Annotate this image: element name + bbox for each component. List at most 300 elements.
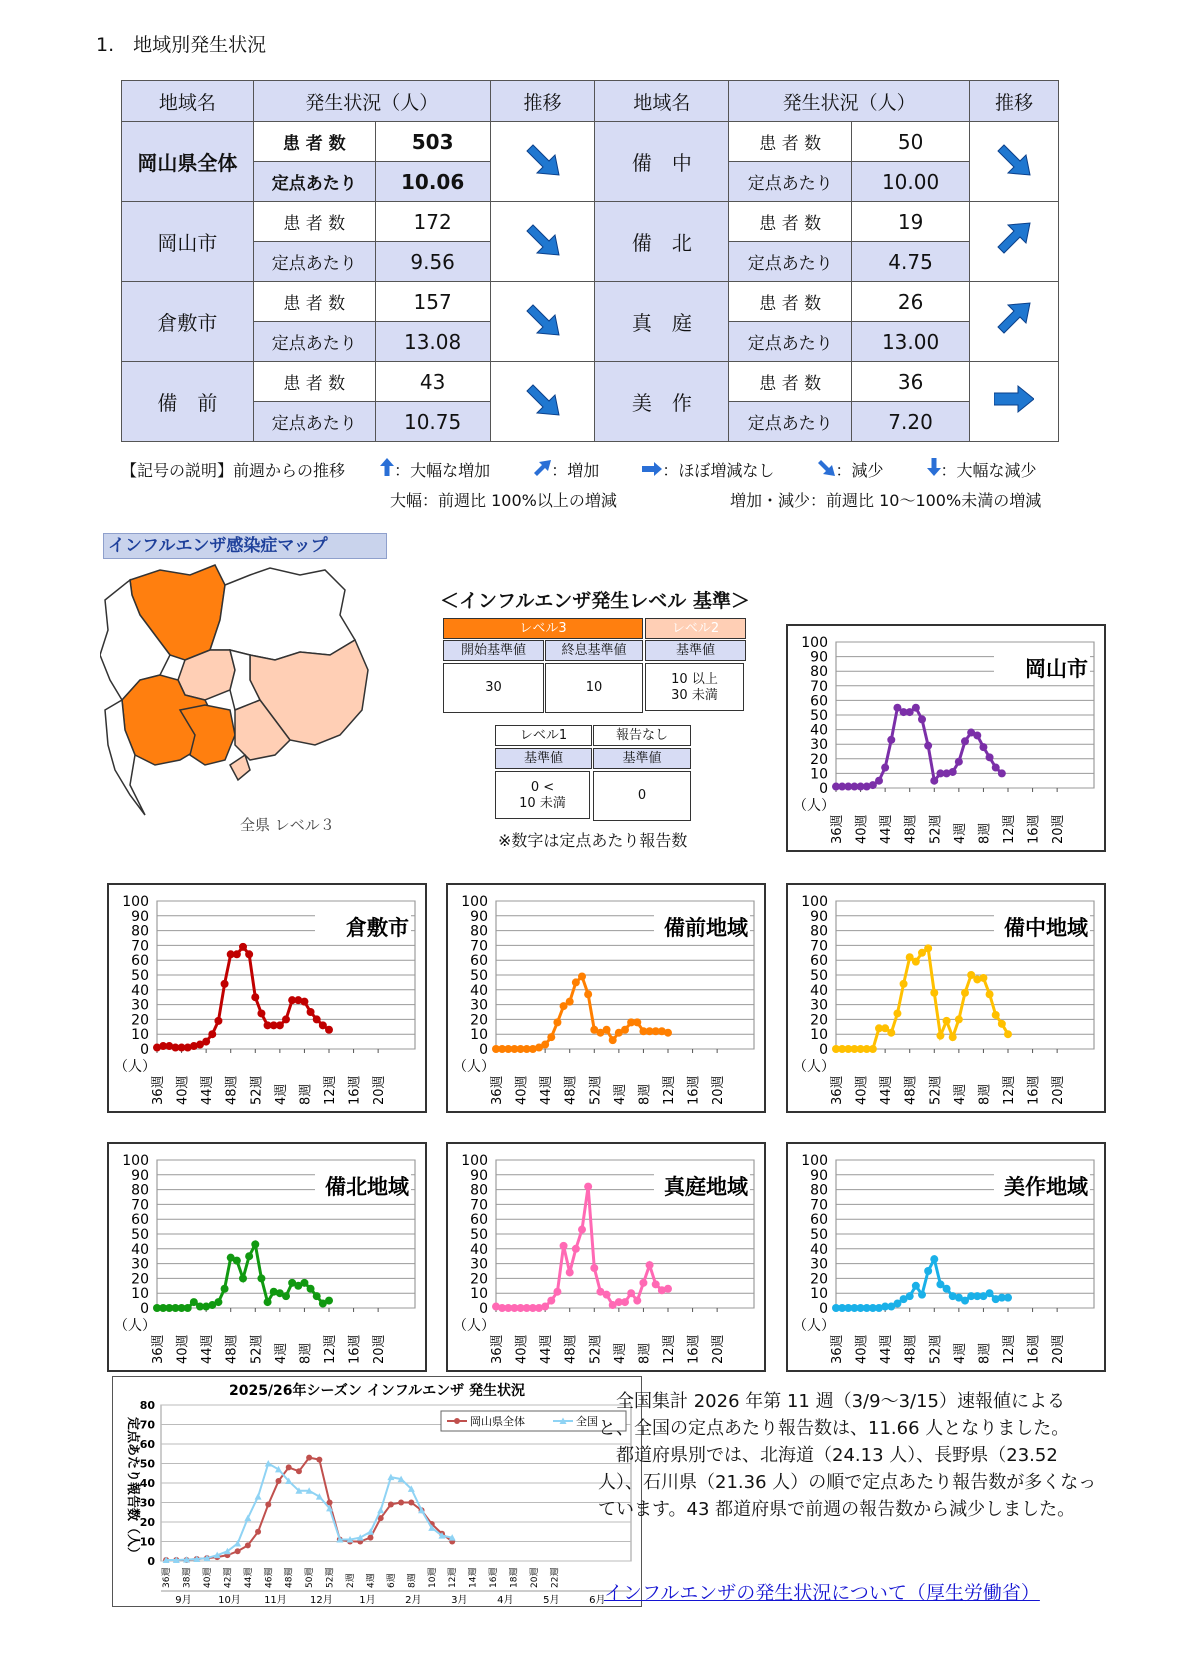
data-point — [621, 1298, 629, 1306]
y-tick-label: 40 — [131, 1241, 149, 1258]
x-tick-label: 12週 — [1002, 814, 1017, 844]
month-label: 10月 — [218, 1595, 241, 1606]
x-tick-label: 4週 — [612, 1342, 628, 1364]
x-tick-label: 36週 — [490, 1334, 505, 1364]
legend-marker — [454, 1418, 460, 1424]
region-chart-svg — [788, 626, 1104, 850]
month-label: 2月 — [405, 1595, 422, 1606]
data-point — [633, 1297, 641, 1305]
y-tick-label: 0 — [479, 1042, 488, 1058]
legend-note-small: 増加・減少：前週比 10～100%未満の増減 — [730, 491, 1042, 510]
count-label: 患 者 数 — [253, 122, 375, 162]
count-value: 26 — [852, 282, 970, 322]
count-label: 患 者 数 — [253, 202, 375, 242]
data-point — [547, 1033, 555, 1041]
y-tick-label: 90 — [810, 908, 828, 925]
season-chart — [113, 1377, 641, 1606]
x-tick-label: 8週 — [298, 1342, 314, 1364]
x-tick-label: 12週 — [448, 1567, 459, 1588]
count-value: 19 — [852, 202, 970, 242]
arrow-down-icon — [817, 460, 835, 476]
per-label: 定点あたり — [253, 402, 375, 442]
level1-value: 0 < 10 未満 — [495, 771, 590, 819]
y-tick-label: 10 — [810, 1027, 828, 1044]
x-tick-label: 50週 — [305, 1567, 316, 1588]
per-value: 4.75 — [852, 242, 970, 282]
arrow-flat-icon — [642, 462, 662, 476]
y-tick-label: 40 — [470, 982, 488, 999]
data-point — [257, 1009, 265, 1017]
x-tick-label: 36週 — [830, 1334, 845, 1364]
y-tick-label: 20 — [131, 1271, 149, 1288]
x-tick-label: 4週 — [366, 1573, 377, 1588]
data-point — [572, 1245, 580, 1253]
y-tick-label: 20 — [139, 1516, 155, 1529]
region-name: 備 中 — [595, 122, 729, 202]
x-tick-label: 36週 — [151, 1075, 166, 1105]
y-tick-label: 10 — [470, 1027, 488, 1044]
data-point — [639, 1279, 647, 1287]
data-point — [961, 989, 969, 997]
y-tick-label: 100 — [801, 894, 828, 910]
data-point — [973, 731, 981, 739]
data-point — [408, 1500, 414, 1506]
data-point — [233, 1257, 241, 1265]
data-point — [992, 764, 1000, 772]
x-tick-label: 16週 — [347, 1334, 363, 1364]
y-tick-label: 40 — [810, 1241, 828, 1258]
y-tick-label: 90 — [470, 1167, 488, 1184]
data-point — [367, 1535, 373, 1541]
x-tick-label: 46週 — [264, 1567, 275, 1588]
x-tick-label: 40週 — [202, 1567, 213, 1588]
national-summary — [598, 1388, 1098, 1523]
y-tick-label: 70 — [810, 1197, 828, 1214]
data-point — [578, 972, 586, 980]
y-tick-label: 10 — [139, 1535, 155, 1549]
y-tick-label: 80 — [810, 923, 828, 940]
data-point — [875, 777, 883, 785]
data-point — [900, 980, 908, 988]
data-point — [282, 1292, 290, 1300]
x-tick-label: 44週 — [539, 1075, 555, 1105]
x-tick-label: 52週 — [928, 814, 944, 844]
unit-label: （人） — [453, 1059, 495, 1075]
y-tick-label: 100 — [461, 894, 488, 910]
data-point — [566, 998, 574, 1006]
x-tick-label: 8週 — [637, 1083, 653, 1105]
season-chart-title: 2025/26年シーズン インフルエンザ 発生状況 — [228, 1383, 526, 1399]
header-trend: 推移 — [490, 81, 595, 122]
per-value: 13.08 — [375, 322, 490, 362]
data-point — [986, 1289, 994, 1297]
data-point — [893, 1009, 901, 1017]
y-tick-label: 50 — [810, 968, 828, 984]
x-tick-label: 48週 — [903, 1334, 919, 1364]
chart-title: 岡山市 — [1025, 657, 1088, 681]
count-value: 50 — [852, 122, 970, 162]
data-point — [239, 1274, 247, 1282]
x-tick-label: 36週 — [830, 1075, 845, 1105]
x-tick-label: 44週 — [539, 1334, 555, 1364]
table-row — [122, 282, 1059, 322]
x-tick-label: 52週 — [588, 1334, 604, 1364]
y-tick-label: 0 — [819, 781, 828, 797]
chart-title: 備北地域 — [325, 1175, 409, 1199]
unit-label: （人） — [114, 1318, 156, 1334]
data-point — [388, 1501, 394, 1507]
season-y-label: 定点あたり報告数（人） — [125, 1417, 140, 1561]
data-point — [553, 1018, 561, 1026]
data-point — [918, 715, 926, 723]
x-tick-label: 12週 — [662, 1334, 677, 1364]
y-tick-label: 0 — [819, 1042, 828, 1058]
mhlw-link[interactable]: インフルエンザの発生状況について（厚生労働省） — [604, 1582, 1040, 1604]
region-name: 岡山県全体 — [122, 122, 254, 202]
map-caption: 全県 レベル３ — [240, 816, 335, 834]
x-tick-label: 8週 — [977, 1342, 993, 1364]
level2-value: 10 以上 30 未満 — [645, 663, 744, 711]
y-tick-label: 90 — [470, 908, 488, 925]
header-status: 発生状況（人） — [253, 81, 490, 122]
region-chart — [107, 883, 427, 1113]
x-tick-label: 52週 — [325, 1567, 336, 1588]
data-point — [257, 1274, 265, 1282]
data-point — [924, 742, 932, 750]
x-tick-label: 40週 — [175, 1075, 191, 1105]
legend-label: 岡山県全体 — [470, 1415, 525, 1428]
data-point — [979, 743, 987, 751]
data-point — [214, 1017, 222, 1025]
data-point — [313, 1292, 321, 1300]
data-point — [202, 1038, 210, 1046]
data-point — [307, 1285, 315, 1293]
per-label: 定点あたり — [253, 242, 375, 282]
data-point — [276, 1478, 282, 1484]
data-point — [286, 1464, 292, 1470]
y-tick-label: 40 — [131, 982, 149, 999]
data-point — [998, 1020, 1006, 1028]
region-name: 備 北 — [595, 202, 729, 282]
y-tick-label: 70 — [131, 1197, 149, 1214]
data-point — [584, 990, 592, 998]
count-label: 患 者 数 — [729, 362, 852, 402]
count-value: 503 — [375, 122, 490, 162]
map-region-north-east — [210, 568, 355, 660]
legend-title: 【記号の説明】前週からの推移 — [121, 461, 346, 480]
x-tick-label: 12週 — [323, 1334, 338, 1364]
month-label: 4月 — [497, 1595, 514, 1606]
trend-cell — [970, 282, 1059, 362]
arrow-down-icon — [996, 160, 1032, 182]
data-point — [245, 1542, 251, 1548]
y-tick-label: 100 — [461, 1153, 488, 1169]
x-tick-label: 48週 — [903, 1075, 919, 1105]
summary-paragraph: 都道府県別では、北海道（24.13 人）、長野県（23.52 人）、石川県（21.36 人）の順で定点あたり報告数が多くなっています。43 都道府県で前週の報告数から減少しました。 — [598, 1445, 1097, 1520]
data-point — [184, 1304, 192, 1312]
y-tick-label: 70 — [139, 1418, 155, 1432]
none-header: 報告なし — [593, 725, 691, 746]
x-tick-label: 44週 — [200, 1334, 216, 1364]
region-chart-svg — [109, 1144, 425, 1370]
data-point — [986, 990, 994, 998]
y-tick-label: 90 — [131, 1167, 149, 1184]
trend-cell — [490, 362, 595, 442]
y-tick-label: 50 — [131, 1227, 149, 1243]
x-tick-label: 4週 — [952, 822, 968, 844]
y-tick-label: 80 — [131, 923, 149, 940]
count-label: 患 者 数 — [729, 202, 852, 242]
level3-header: レベル3 — [443, 618, 643, 639]
x-tick-label: 16週 — [686, 1075, 702, 1105]
x-tick-label: 48週 — [563, 1075, 579, 1105]
x-tick-label: 44週 — [879, 1075, 895, 1105]
x-tick-label: 20週 — [1051, 814, 1067, 844]
region-name: 美 作 — [595, 362, 729, 442]
data-point — [300, 1279, 308, 1287]
data-point — [887, 1029, 895, 1037]
arrow-down-large-icon — [927, 458, 941, 476]
data-point — [251, 1240, 259, 1248]
data-point — [265, 1501, 271, 1507]
x-tick-label: 40週 — [854, 1075, 870, 1105]
count-value: 43 — [375, 362, 490, 402]
data-point — [1004, 1294, 1012, 1302]
x-tick-label: 8週 — [977, 822, 993, 844]
y-tick-label: 80 — [139, 1399, 155, 1412]
y-tick-label: 30 — [131, 997, 149, 1014]
y-tick-label: 80 — [470, 1182, 488, 1199]
trend-cell — [970, 202, 1059, 282]
data-point — [325, 1026, 333, 1034]
table-row — [122, 122, 1059, 162]
y-tick-label: 50 — [470, 1227, 488, 1243]
data-point — [887, 736, 895, 744]
data-point — [664, 1285, 672, 1293]
per-value: 9.56 — [375, 242, 490, 282]
x-tick-label: 48週 — [224, 1075, 240, 1105]
y-tick-label: 10 — [810, 766, 828, 783]
x-tick-label: 10週 — [427, 1567, 438, 1588]
y-tick-label: 50 — [470, 968, 488, 984]
data-point — [943, 1285, 951, 1293]
x-tick-label: 8週 — [637, 1342, 653, 1364]
chart-title: 真庭地域 — [664, 1175, 748, 1199]
x-tick-label: 16週 — [489, 1567, 500, 1588]
x-tick-label: 44週 — [879, 814, 895, 844]
x-tick-label: 4週 — [952, 1083, 968, 1105]
data-point — [578, 1226, 586, 1234]
data-point — [918, 1291, 926, 1299]
y-tick-label: 90 — [131, 908, 149, 925]
y-tick-label: 10 — [131, 1027, 149, 1044]
y-tick-label: 60 — [131, 1212, 149, 1229]
map-island — [230, 755, 250, 780]
y-tick-label: 60 — [131, 953, 149, 970]
chart-title: 備前地域 — [664, 916, 748, 940]
y-tick-label: 40 — [810, 722, 828, 739]
data-point — [553, 1288, 561, 1296]
data-point — [282, 1015, 290, 1023]
data-point — [930, 777, 938, 785]
region-chart-svg — [109, 885, 425, 1111]
trend-cell — [490, 202, 595, 282]
data-point — [307, 1008, 315, 1016]
y-tick-label: 60 — [470, 953, 488, 970]
summary-paragraph: 全国集計 2026 年第 11 週（3/9～3/15）速報値によると、全国の定点あたり報告数は、11.66 人となりました。 — [598, 1391, 1070, 1439]
data-point — [912, 704, 920, 712]
y-tick-label: 60 — [810, 1212, 828, 1229]
y-tick-label: 80 — [810, 1182, 828, 1199]
y-tick-label: 20 — [470, 1271, 488, 1288]
month-label: 6月 — [589, 1595, 606, 1606]
data-point — [325, 1297, 333, 1305]
per-value: 13.00 — [852, 322, 970, 362]
per-value: 10.00 — [852, 162, 970, 202]
data-point — [255, 1529, 261, 1535]
x-tick-label: 52週 — [249, 1334, 265, 1364]
data-point — [998, 769, 1006, 777]
data-point — [949, 1033, 957, 1041]
per-value: 7.20 — [852, 402, 970, 442]
data-point — [208, 1030, 216, 1038]
legend-item: ：大幅な増加 — [394, 461, 491, 480]
y-tick-label: 60 — [810, 953, 828, 970]
data-point — [306, 1455, 312, 1461]
y-tick-label: 100 — [801, 635, 828, 651]
count-value: 172 — [375, 202, 490, 242]
region-chart — [786, 624, 1106, 852]
data-point — [961, 737, 969, 745]
month-label: 11月 — [264, 1595, 287, 1606]
x-tick-label: 20週 — [1051, 1334, 1067, 1364]
y-tick-label: 0 — [479, 1301, 488, 1317]
table-row — [122, 362, 1059, 402]
y-tick-label: 70 — [810, 938, 828, 955]
y-tick-label: 30 — [810, 737, 828, 754]
data-point — [646, 1261, 654, 1269]
data-point — [609, 1036, 617, 1044]
month-label: 1月 — [359, 1595, 376, 1606]
y-tick-label: 20 — [470, 1012, 488, 1029]
x-tick-label: 42週 — [223, 1567, 234, 1588]
arrow-up-icon — [533, 460, 551, 476]
month-label: 12月 — [310, 1595, 333, 1606]
data-point — [664, 1029, 672, 1037]
y-tick-label: 100 — [801, 1153, 828, 1169]
y-tick-label: 90 — [810, 649, 828, 666]
data-point — [251, 993, 259, 1001]
x-tick-label: 48週 — [284, 1567, 295, 1588]
x-tick-label: 44週 — [200, 1075, 216, 1105]
per-label: 定点あたり — [729, 322, 852, 362]
y-tick-label: 60 — [139, 1438, 155, 1451]
data-point — [584, 1183, 592, 1191]
y-tick-label: 10 — [810, 1286, 828, 1303]
trend-cell — [970, 362, 1059, 442]
levels-note: ※数字は定点あたり報告数 — [498, 831, 688, 850]
month-label: 5月 — [543, 1595, 560, 1606]
x-tick-label: 20週 — [372, 1075, 388, 1105]
x-tick-label: 14週 — [468, 1567, 479, 1588]
y-tick-label: 40 — [139, 1477, 155, 1490]
data-point — [912, 1282, 920, 1290]
y-tick-label: 30 — [470, 997, 488, 1014]
level1-base-label: 基準値 — [495, 748, 592, 769]
y-tick-label: 50 — [139, 1457, 155, 1471]
data-point — [992, 1011, 1000, 1019]
header-region: 地域名 — [595, 81, 729, 122]
y-tick-label: 10 — [131, 1286, 149, 1303]
y-tick-label: 50 — [810, 1227, 828, 1243]
data-point — [264, 1298, 272, 1306]
arrow-down-icon — [525, 400, 561, 422]
legend-item: ：増加 — [551, 461, 600, 480]
arrow-flat-icon — [994, 397, 1034, 419]
y-tick-label: 30 — [470, 1256, 488, 1273]
x-tick-label: 18週 — [509, 1567, 520, 1588]
x-tick-label: 52週 — [928, 1334, 944, 1364]
data-point — [621, 1026, 629, 1034]
count-label: 患 者 数 — [729, 282, 852, 322]
data-point — [949, 768, 957, 776]
trend-cell — [490, 282, 595, 362]
level1-header: レベル1 — [495, 725, 592, 746]
region-chart — [107, 1142, 427, 1372]
x-tick-label: 22週 — [550, 1567, 561, 1588]
data-point — [912, 958, 920, 966]
x-tick-label: 16週 — [1026, 1075, 1042, 1105]
status-table — [121, 80, 1059, 442]
y-tick-label: 0 — [140, 1042, 149, 1058]
levels-title: ＜インフルエンザ発生レベル 基準＞ — [440, 590, 750, 612]
arrow-down-icon — [525, 320, 561, 342]
x-tick-label: 12週 — [662, 1075, 677, 1105]
x-tick-label: 36週 — [162, 1567, 173, 1588]
region-chart — [786, 883, 1106, 1113]
y-tick-label: 20 — [810, 1271, 828, 1288]
region-chart — [786, 1142, 1106, 1372]
y-tick-label: 20 — [810, 1012, 828, 1029]
data-point — [924, 944, 932, 952]
region-chart-svg — [448, 885, 764, 1111]
x-tick-label: 20週 — [711, 1075, 727, 1105]
data-point — [930, 1255, 938, 1263]
per-label: 定点あたり — [253, 322, 375, 362]
data-point — [214, 1298, 222, 1306]
legend-note-large: 大幅：前週比 100%以上の増減 — [390, 491, 617, 510]
level3-start-value: 30 — [443, 663, 544, 713]
legend-item: ：減少 — [835, 461, 884, 480]
data-point — [239, 943, 247, 951]
data-point — [603, 1026, 611, 1034]
y-tick-label: 50 — [131, 968, 149, 984]
region-name: 倉敷市 — [122, 282, 254, 362]
x-tick-label: 40週 — [175, 1334, 191, 1364]
chart-title: 備中地域 — [1004, 916, 1088, 940]
y-tick-label: 70 — [810, 678, 828, 695]
legend-row — [121, 458, 1045, 481]
trend-cell — [490, 122, 595, 202]
x-tick-label: 52週 — [588, 1075, 604, 1105]
count-label: 患 者 数 — [253, 282, 375, 322]
data-point — [633, 1018, 641, 1026]
unit-label: （人） — [793, 1059, 835, 1075]
per-label: 定点あたり — [253, 162, 375, 202]
x-tick-label: 2週 — [346, 1573, 357, 1588]
x-tick-label: 4週 — [612, 1083, 628, 1105]
arrow-up-icon — [996, 240, 1032, 262]
